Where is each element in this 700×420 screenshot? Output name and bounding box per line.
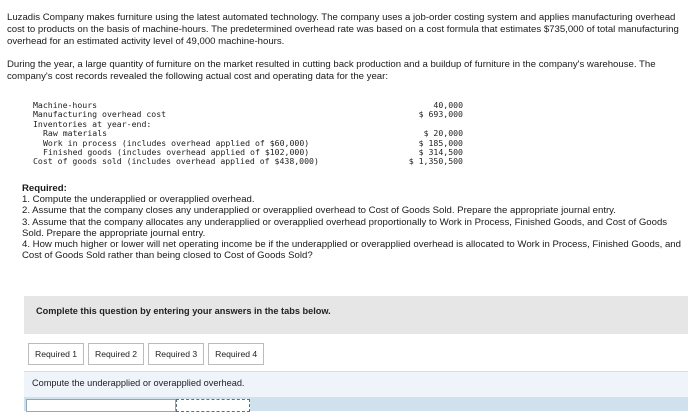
record-value: $ 20,000 (423, 128, 463, 139)
panel-message: Complete this question by entering your answers in the tabs below. (36, 306, 331, 316)
required-item-1: 1. Compute the underapplied or overapplied overhead. (22, 194, 255, 206)
required-heading: Required: (22, 183, 67, 194)
answer-label-field[interactable] (26, 399, 176, 412)
record-value: 40,000 (433, 100, 463, 110)
record-value: $ 693,000 (418, 109, 463, 120)
tab-instruction (24, 371, 688, 398)
record-label: Work in process (includes overhead applied of $60,000) (43, 137, 310, 148)
instruction-text: Compute the underapplied or overapplied overhead. (32, 378, 245, 388)
tab-required-3[interactable]: Required 3 (148, 343, 204, 365)
required-tabs (28, 343, 264, 365)
record-label: Finished goods (includes overhead applied of $102,000) (43, 146, 310, 157)
problem-intro (7, 12, 687, 93)
required-section (22, 183, 682, 261)
intro-paragraph-1: Luzadis Company makes furniture using the latest automated technology. The company uses a job-order costing system and applies manufacturing overhead cost to products on the basis of machine-hours. The predetermined overhead rate was based on a cost formula that estimates $735,000 of total manufacturing overhead for an estimated activity level of 49,000 machine-hours. (7, 12, 679, 48)
record-label: Inventories at year-end: (33, 118, 152, 129)
record-label: Raw materials (43, 128, 108, 139)
intro-paragraph-2: During the year, a large quantity of furniture on the market resulted in cutting back production and a buildup of furniture in the company's warehouse. The company's cost records revealed the following actual cost and operating data for the year: (7, 58, 656, 82)
record-label: Machine-hours (33, 100, 98, 110)
required-item-4: 4. How much higher or lower will net operating income be if the underapplied or overapplied overhead is allocated to Work in Process, Finished Goods, and Cost of Goods Sold rather than being closed to Cost of Goods Sold? (22, 239, 681, 262)
answer-amount-input[interactable] (176, 399, 250, 412)
record-value: $ 1,350,500 (408, 156, 463, 167)
tab-required-4[interactable]: Required 4 (208, 343, 264, 365)
tab-required-1[interactable]: Required 1 (28, 343, 84, 365)
record-value: $ 314,500 (418, 146, 463, 157)
tab-required-2[interactable]: Required 2 (88, 343, 144, 365)
record-label: Cost of goods sold (includes overhead applied of $438,000) (33, 156, 319, 167)
record-label: Manufacturing overhead cost (33, 109, 167, 120)
required-item-2: 2. Assume that the company closes any underapplied or overapplied overhead to Cost of Goods Sold. Prepare the appropriate journal entry. (22, 205, 616, 217)
required-item-3: 3. Assume that the company allocates any underapplied or overapplied overhead proportionally to Work in Process, Finished Goods, and Cost of Goods Sold. Prepare the appropriate journal entry. (22, 216, 668, 239)
record-value: $ 185,000 (418, 137, 463, 148)
record-row (33, 157, 463, 166)
cost-records-table (33, 101, 463, 167)
instructions-panel (24, 296, 688, 334)
